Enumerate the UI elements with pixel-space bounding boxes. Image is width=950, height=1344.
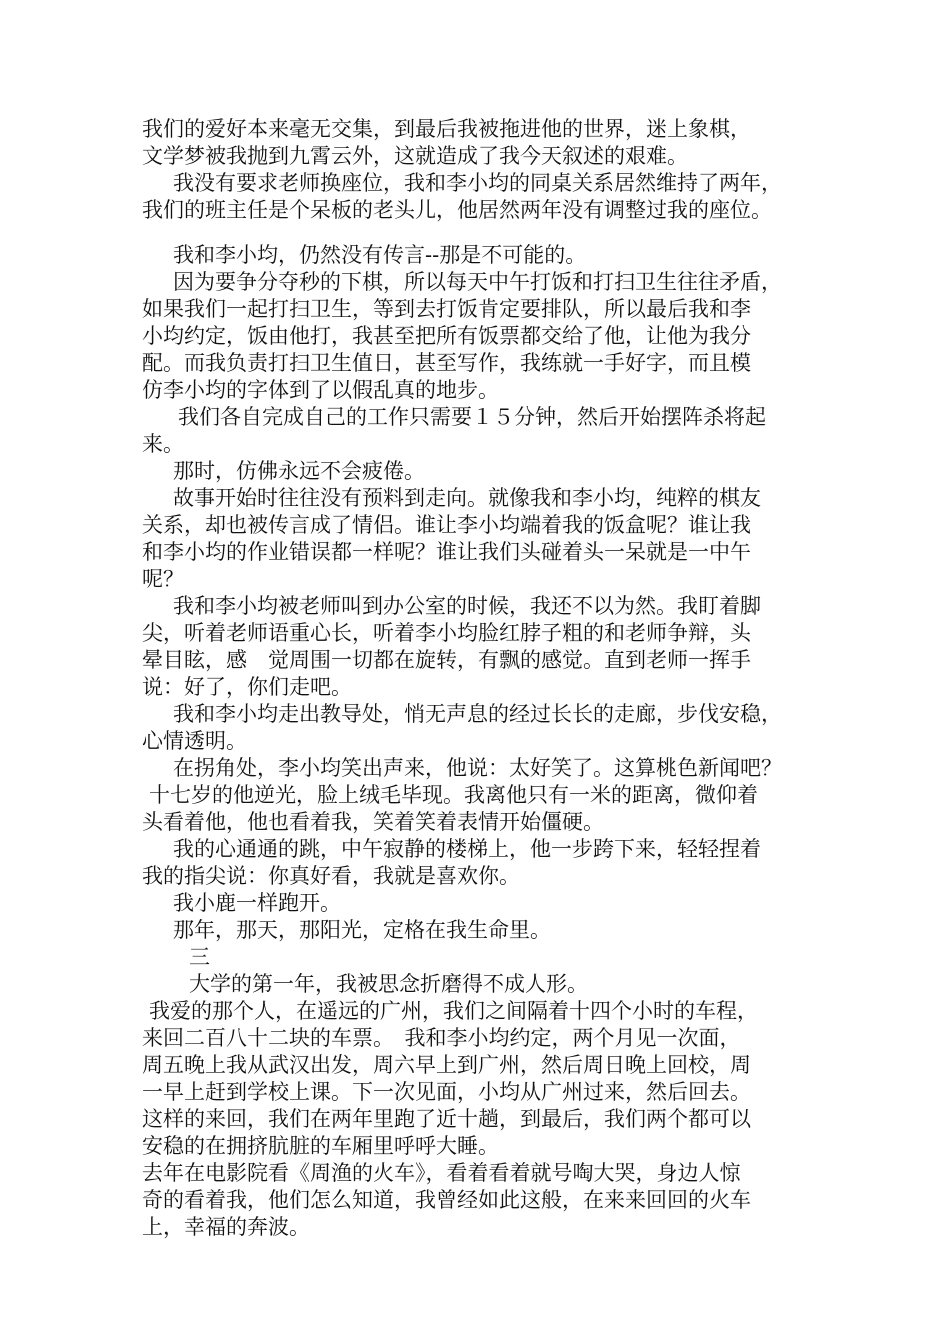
section-heading: 三	[189, 945, 210, 969]
text-line: 故事开始时往往没有预料到走向。就像我和李小均，纯粹的棋友	[173, 486, 761, 510]
text-line: 头看着他，他也看着我，笑着笑着表情开始僵硬。	[142, 810, 604, 834]
text-line: 我和李小均被老师叫到办公室的时候，我还不以为然。我盯着脚	[173, 594, 761, 618]
text-line: 那年，那天，那阳光，定格在我生命里。	[173, 918, 551, 942]
text-line: 来。	[142, 432, 184, 456]
text-line: 去年在电影院看《周渔的火车》，看着看着就号啕大哭，身边人惊	[142, 1161, 741, 1185]
text-line: 周五晚上我从武汉出发，周六早上到广州，然后周日晚上回校，周	[142, 1053, 751, 1077]
text-line: 我们的爱好本来毫无交集，到最后我被拖进他的世界，迷上象棋，	[142, 117, 751, 141]
text-line: 我们的班主任是个呆板的老头儿，他居然两年没有调整过我的座位。	[142, 198, 772, 222]
text-line: 我小鹿一样跑开。	[173, 891, 341, 915]
text-line: 我和李小均，仍然没有传言--那是不可能的。	[173, 243, 587, 267]
text-line: 我的指尖说：你真好看，我就是喜欢你。	[142, 864, 520, 888]
text-line: 如果我们一起打扫卫生，等到去打饭肯定要排队，所以最后我和李	[142, 297, 751, 321]
text-line: 因为要争分夺秒的下棋，所以每天中午打饭和打扫卫生往往矛盾，	[173, 270, 782, 294]
text-line: 我们各自完成自己的工作只需要１５分钟，然后开始摆阵杀将起	[178, 405, 766, 429]
text-line: 呢？	[142, 567, 184, 591]
text-line: 奇的看着我，他们怎么知道，我曾经如此这般，在来来回回的火车	[142, 1188, 751, 1212]
text-line: 那时，仿佛永远不会疲倦。	[173, 459, 425, 483]
text-line: 一早上赶到学校上课。下一次见面，小均从广州过来，然后回去。	[142, 1080, 751, 1104]
text-line: 我和李小均走出教导处，悄无声息的经过长长的走廊，步伐安稳，	[173, 702, 782, 726]
text-line: 我没有要求老师换座位，我和李小均的同桌关系居然维持了两年，	[173, 171, 782, 195]
text-line: 晕目眩，感 觉周围一切都在旋转，有飘的感觉。直到老师一挥手	[142, 648, 751, 672]
text-line: 在拐角处，李小均笑出声来，他说：太好笑了。这算桃色新闻吧？	[173, 756, 782, 780]
text-line: 心情透明。	[142, 729, 247, 753]
text-line: 仿李小均的字体到了以假乱真的地步。	[142, 378, 499, 402]
text-line: 配。而我负责打扫卫生值日，甚至写作，我练就一手好字，而且模	[142, 351, 751, 375]
text-line: 这样的来回，我们在两年里跑了近十趟，到最后，我们两个都可以	[142, 1107, 751, 1131]
text-line: 小均约定，饭由他打，我甚至把所有饭票都交给了他，让他为我分	[142, 324, 751, 348]
text-line: 说：好了，你们走吧。	[142, 675, 352, 699]
text-line: 尖，听着老师语重心长，听着李小均脸红脖子粗的和老师争辩，头	[142, 621, 751, 645]
text-line: 上，幸福的奔波。	[142, 1215, 310, 1239]
text-line: 我爱的那个人，在遥远的广州，我们之间隔着十四个小时的车程，	[149, 999, 758, 1023]
text-line: 文学梦被我抛到九霄云外，这就造成了我今天叙述的艰难。	[142, 144, 688, 168]
text-line: 关系，却也被传言成了情侣。谁让李小均端着我的饭盒呢？谁让我	[142, 513, 751, 537]
text-line: 十七岁的他逆光，脸上绒毛毕现。我离他只有一米的距离，微仰着	[149, 783, 758, 807]
text-line: 我的心通通的跳，中午寂静的楼梯上，他一步跨下来，轻轻捏着	[173, 837, 761, 861]
text-line: 和李小均的作业错误都一样呢？谁让我们头碰着头一呆就是一中午	[142, 540, 751, 564]
text-line: 来回二百八十二块的车票。 我和李小均约定，两个月见一次面，	[142, 1026, 741, 1050]
text-line: 大学的第一年，我被思念折磨得不成人形。	[189, 972, 588, 996]
text-line: 安稳的在拥挤肮脏的车厢里呼呼大睡。	[142, 1134, 499, 1158]
